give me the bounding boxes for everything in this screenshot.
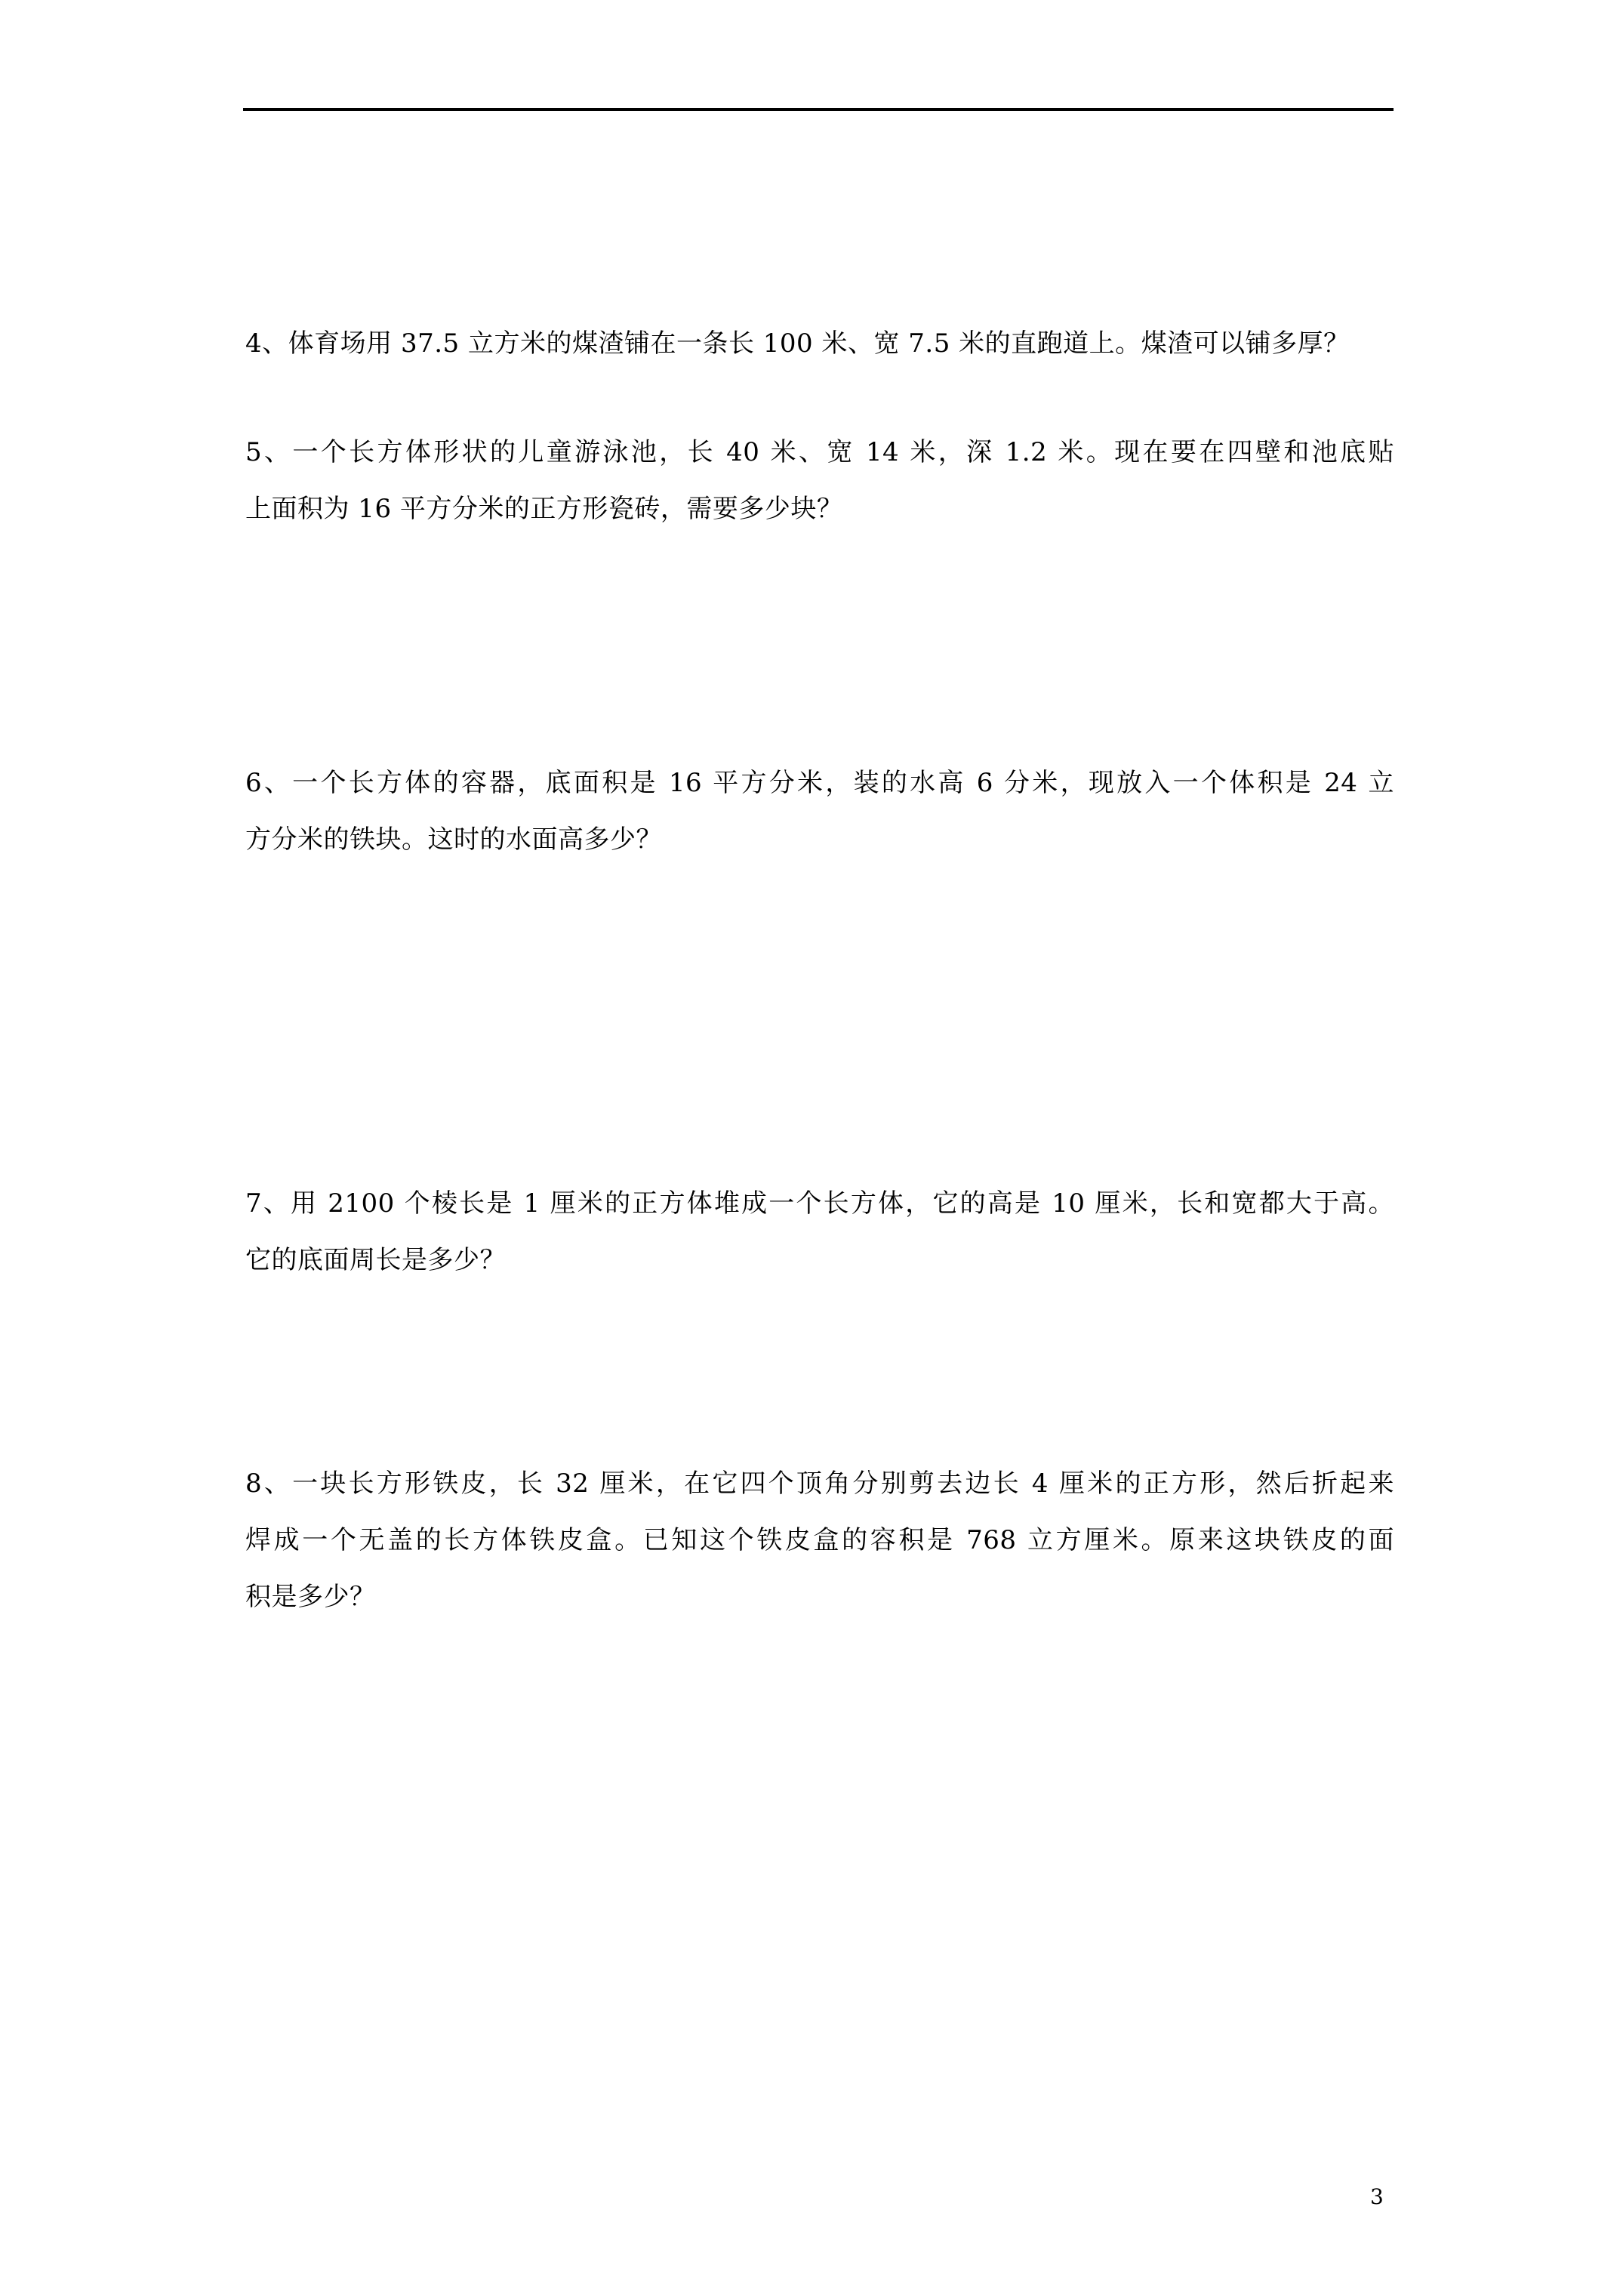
page-number: 3 [1370, 2184, 1384, 2209]
problem-line: 7、用 2100 个棱长是 1 厘米的正方体堆成一个长方体，它的高是 10 厘米，长和宽都大于高。 [245, 1188, 1394, 1219]
header-rule [243, 108, 1394, 111]
problem-line: 方分米的铁块。这时的水面高多少？ [245, 824, 662, 855]
problem-4 [245, 316, 1394, 372]
problem-line: 6、一个长方体的容器，底面积是 16 平方分米，装的水高 6 分米，现放入一个体积是 24 立 [245, 768, 1394, 798]
problem-5 [245, 424, 1394, 538]
problem-line: 焊成一个无盖的长方体铁皮盒。已知这个铁皮盒的容积是 768 立方厘米。原来这块铁皮的面 [245, 1525, 1394, 1555]
problem-line: 积是多少？ [245, 1582, 376, 1612]
problem-line: 它的底面周长是多少？ [245, 1245, 506, 1275]
problem-line: 上面积为 16 平方分米的正方形瓷砖，需要多少块？ [245, 494, 843, 524]
problem-line: 4、体育场用 37.5 立方米的煤渣铺在一条长 100 米、宽 7.5 米的直跑道上。煤渣可以铺多厚？ [245, 328, 1350, 359]
problem-line: 5、一个长方体形状的儿童游泳池，长 40 米、宽 14 米，深 1.2 米。现在要在四壁和池底贴 [245, 437, 1394, 467]
problem-7 [245, 1176, 1394, 1289]
problem-line: 8、一块长方形铁皮，长 32 厘米，在它四个顶角分别剪去边长 4 厘米的正方形，然后折起来 [245, 1469, 1394, 1499]
problem-8 [245, 1456, 1394, 1626]
problem-6 [245, 755, 1394, 868]
